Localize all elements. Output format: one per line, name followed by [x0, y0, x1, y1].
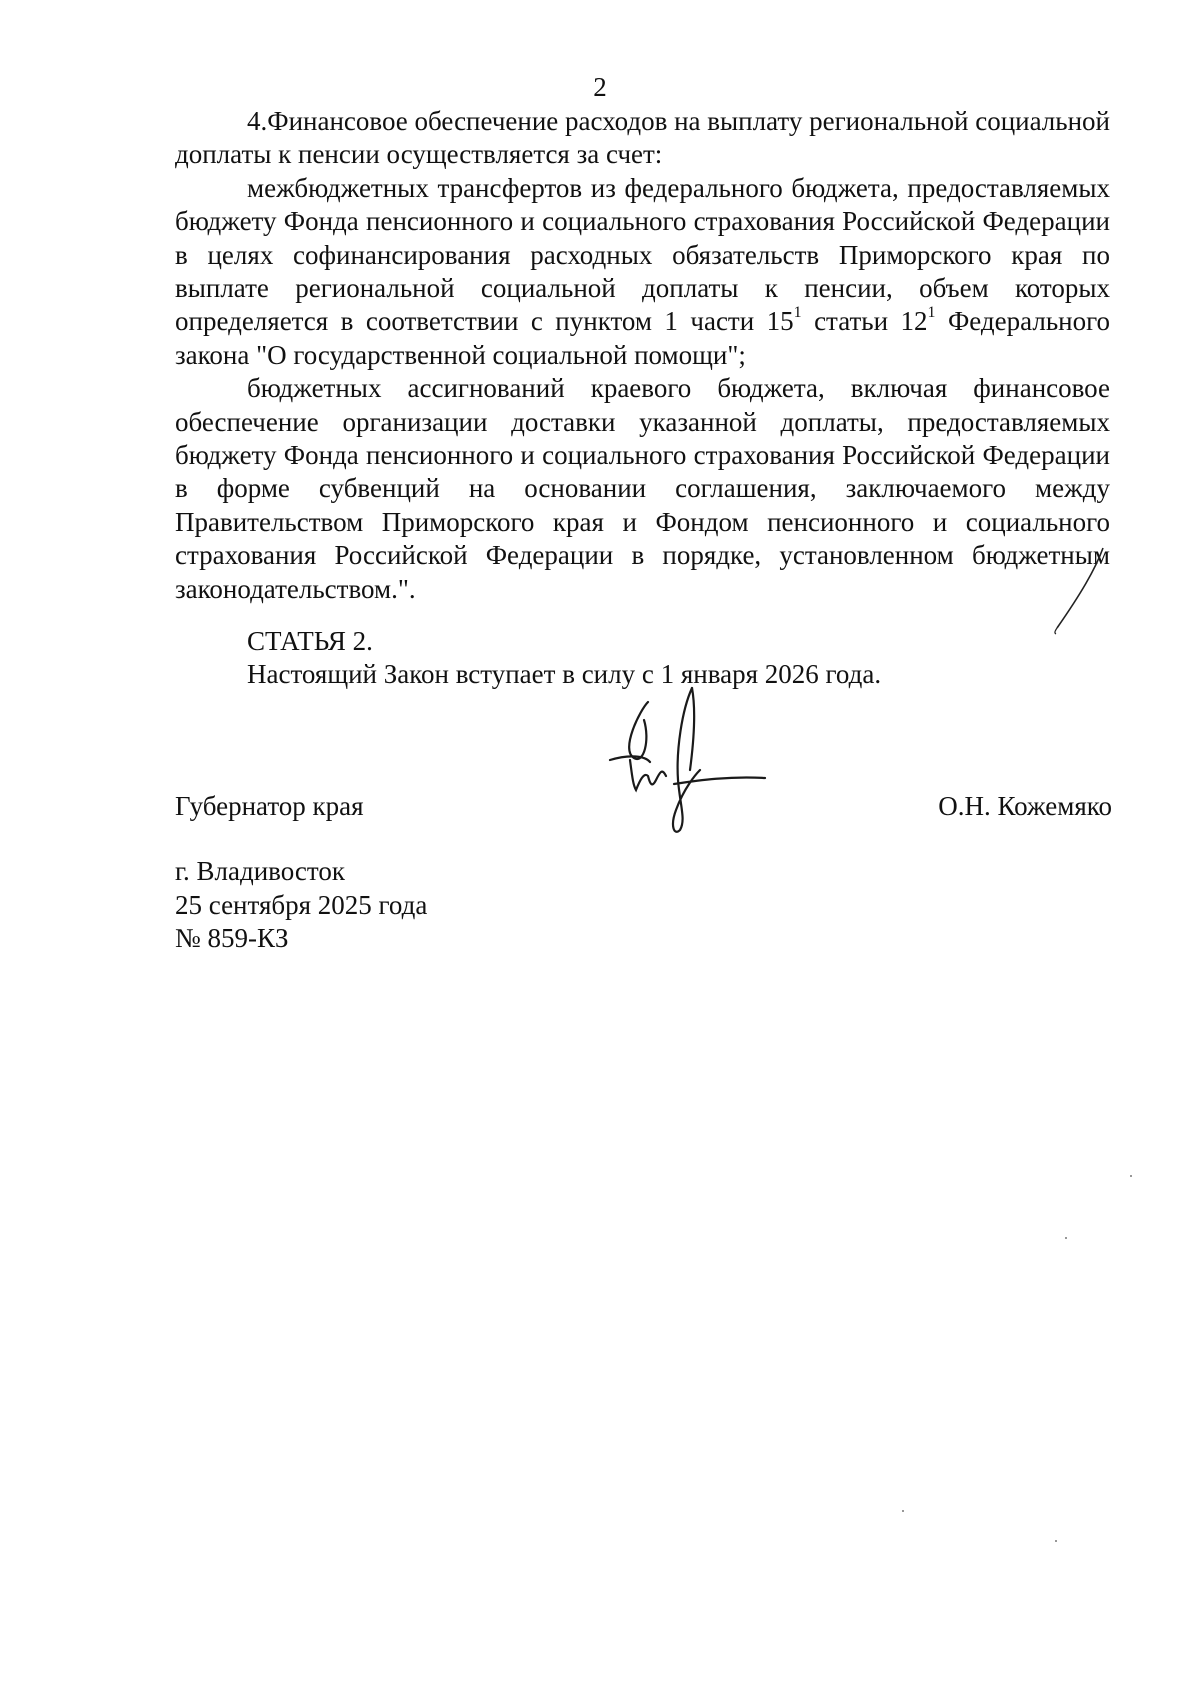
scan-speck	[1055, 1540, 1057, 1542]
signer-position: Губернатор края	[175, 791, 364, 821]
body-text	[175, 105, 1110, 606]
law-number: № 859-КЗ	[175, 923, 289, 953]
margin-mark	[1035, 540, 1115, 640]
scan-speck	[1065, 1237, 1067, 1239]
city: г. Владивосток	[175, 856, 345, 886]
superscript: 1	[793, 304, 802, 322]
signature	[600, 680, 780, 840]
paragraph-text: межбюджетных трансфертов из федерального бюджета, предоставляемых бюджету Фонда пенсионного и социального страхования Российской Федерации в целях софинансирования расходных обязательств Приморского края по выплате региональной социальной доплаты к пенсии, объем которых определяется в соответствии с пунктом 1 части 15	[175, 172, 1110, 337]
signing-date: 25 сентября 2025 года	[175, 889, 428, 920]
paragraph-text: статьи 12	[801, 306, 928, 337]
paragraph-financing: 4.Финансовое обеспечение расходов на выплату региональной социальной доплаты к пенсии осуществляется за счет:	[175, 106, 1110, 170]
article-text: Настоящий Закон вступает в силу с 1 января 2026 года.	[247, 659, 882, 689]
paragraph-budget-allocations: бюджетных ассигнований краевого бюджета, включая финансовое обеспечение организации доставки указанной доплаты, предоставляемых бюджету Фонда пенсионного и социального страхования Российской Федерации в форме субвенций на основании соглашения, заключаемого между Правительством Приморского края и Фондом пенсионного и социального страхования Российской Федерации в порядке, установленном бюджетным законодательством.".	[175, 373, 1110, 604]
superscript: 1	[927, 304, 936, 322]
place-date-block	[175, 855, 427, 956]
paragraph-text: Федерального закона "О государственной социальной помощи";	[175, 306, 1110, 370]
page-number: 2	[593, 72, 607, 102]
scan-speck	[1130, 1175, 1132, 1177]
scan-speck	[902, 1510, 904, 1512]
signer-name: О.Н. Кожемяко	[938, 791, 1112, 821]
paragraph-interbudget-transfers	[175, 172, 1110, 372]
article-heading: СТАТЬЯ 2.	[247, 626, 373, 656]
